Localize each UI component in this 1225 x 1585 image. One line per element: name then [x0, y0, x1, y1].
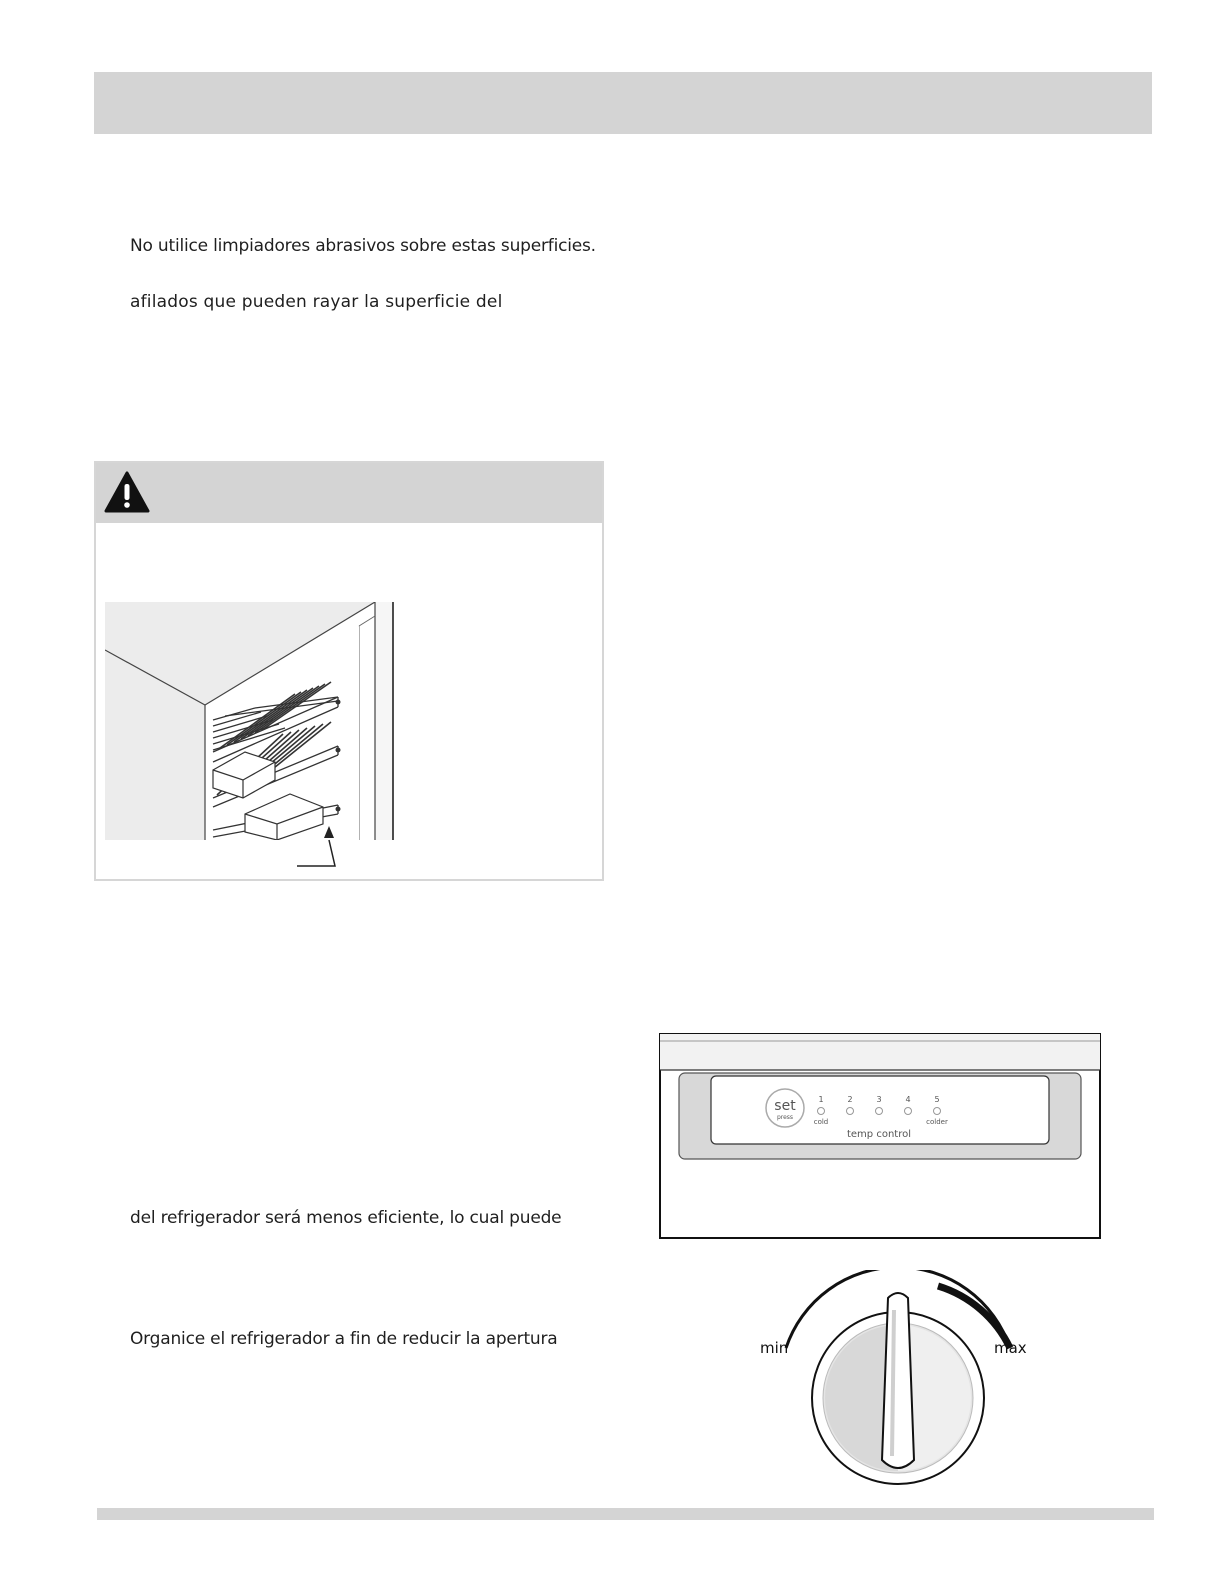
text-line-abrasive: No utilice limpiadores abrasivos sobre estas superficies. [130, 236, 596, 256]
dial-min-label: min [760, 1339, 789, 1357]
colder-label: colder [926, 1118, 948, 1126]
header-bar [94, 72, 1152, 134]
cold-label: cold [813, 1118, 829, 1126]
temperature-dial [758, 1270, 1038, 1485]
warning-triangle-icon [104, 471, 150, 513]
dial-max-label: max [994, 1339, 1027, 1357]
shelf-illustration [105, 602, 408, 875]
level-2-label: 2 [847, 1095, 853, 1104]
level-4-led [905, 1108, 912, 1115]
footer-bar [97, 1508, 1154, 1520]
level-3-label: 3 [876, 1095, 882, 1104]
text-line-organize: Organice el refrigerador a fin de reducir la apertura [130, 1329, 558, 1349]
level-3-led [876, 1108, 883, 1115]
temp-control-caption: temp control [846, 1129, 912, 1140]
warning-box [94, 461, 604, 881]
text-line-sharp: afilados que pueden rayar la superficie del [130, 292, 503, 312]
set-button-label: set [774, 1098, 796, 1114]
level-5-label: 5 [934, 1095, 940, 1104]
text-line-efficiency: del refrigerador será menos eficiente, lo cual puede [130, 1208, 562, 1228]
warning-header [96, 463, 602, 523]
level-5-led [934, 1108, 941, 1115]
level-2-led [847, 1108, 854, 1115]
electronic-control-panel [659, 1033, 1101, 1239]
level-1-label: 1 [818, 1095, 824, 1104]
press-label: press [776, 1114, 794, 1121]
level-4-label: 4 [905, 1095, 911, 1104]
level-1-led [818, 1108, 825, 1115]
